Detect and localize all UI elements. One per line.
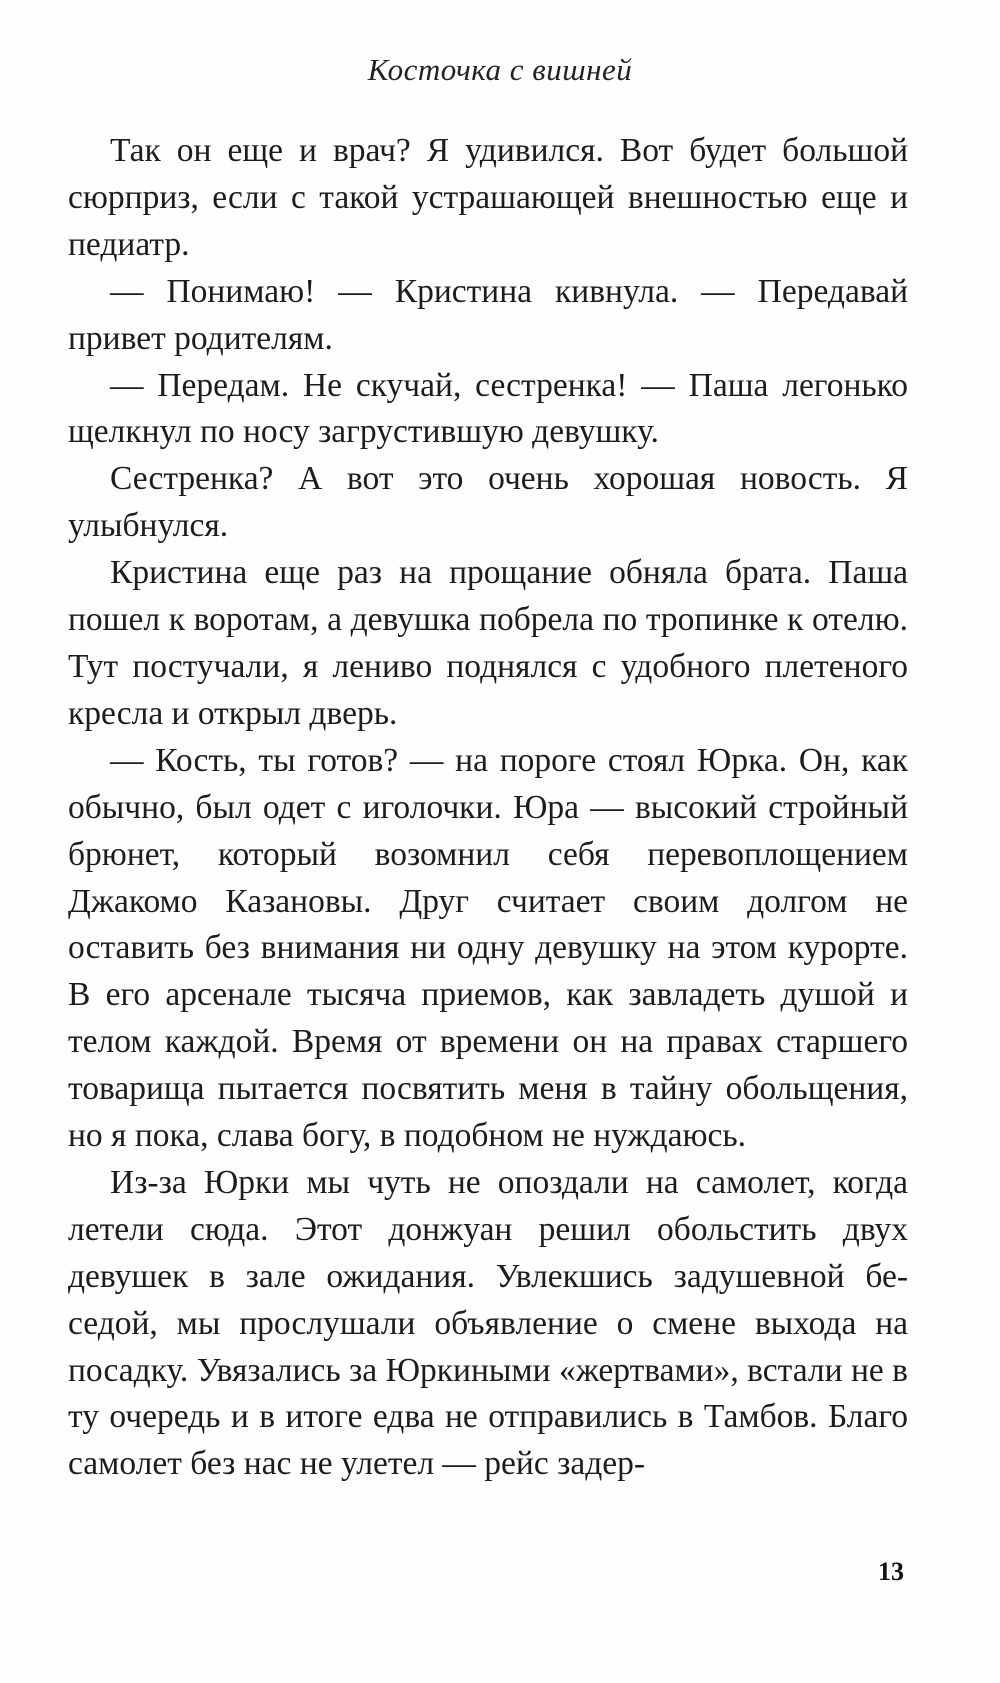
paragraph: Сестренка? А вот это очень хорошая новость. Я улыбнулся. — [68, 460, 908, 545]
paragraph: Кристина еще раз на прощание обняла брата. Паша пошел к воротам, а девушка побрела по тропинке к отелю. Тут постучали, я лениво поднялся с удобного плетеного кресла и открыл дверь. — [68, 554, 908, 732]
paragraph: Так он еще и врач? Я удивился. Вот будет большой сюрприз, если с такой устрашающей внешностью еще и педиатр. — [68, 132, 908, 263]
paragraph: — Понимаю! — Кристина кивнула. — Передавай привет родителям. — [68, 272, 908, 357]
paragraph: — Кость, ты готов? — на пороге стоял Юрка. Он, как обычно, был одет с иголочки. Юра — высокий стройный брюнет, который возомнил себя перевоплощением Джакомо Казановы. Друг считает своим долгом не оставить без внимания ни одну девушку на этом курорте. В его арсенале тысяча приемов, как завладеть душой и телом каждой. Время от времени он на правах старшего товарища пытается посвятить меня в тайну обольщения, но я пока, слава богу, в подобном не нуждаюсь. — [68, 741, 908, 1155]
running-title: Косточка с вишней — [367, 52, 633, 87]
paragraph: — Передам. Не скучай, сестренка! — Паша легонько щелкнул по носу загрустившую девушку. — [68, 366, 908, 451]
body-text — [68, 128, 908, 1488]
paragraph: Из-за Юрки мы чуть не опоздали на самолет, когда летели сюда. Этот донжуан решил обольстить двух девушек в зале ожидания. Увлекшись задушевной беседой, мы прослушали объявление о смене выхода на посадку. Увязались за Юркиными «жертвами», встали не в ту очередь и в итоге едва не отправились в Тамбов. Благо самолет без нас не улетел — рейс задер- — [68, 1163, 908, 1483]
page-number: 13 — [878, 1557, 904, 1586]
